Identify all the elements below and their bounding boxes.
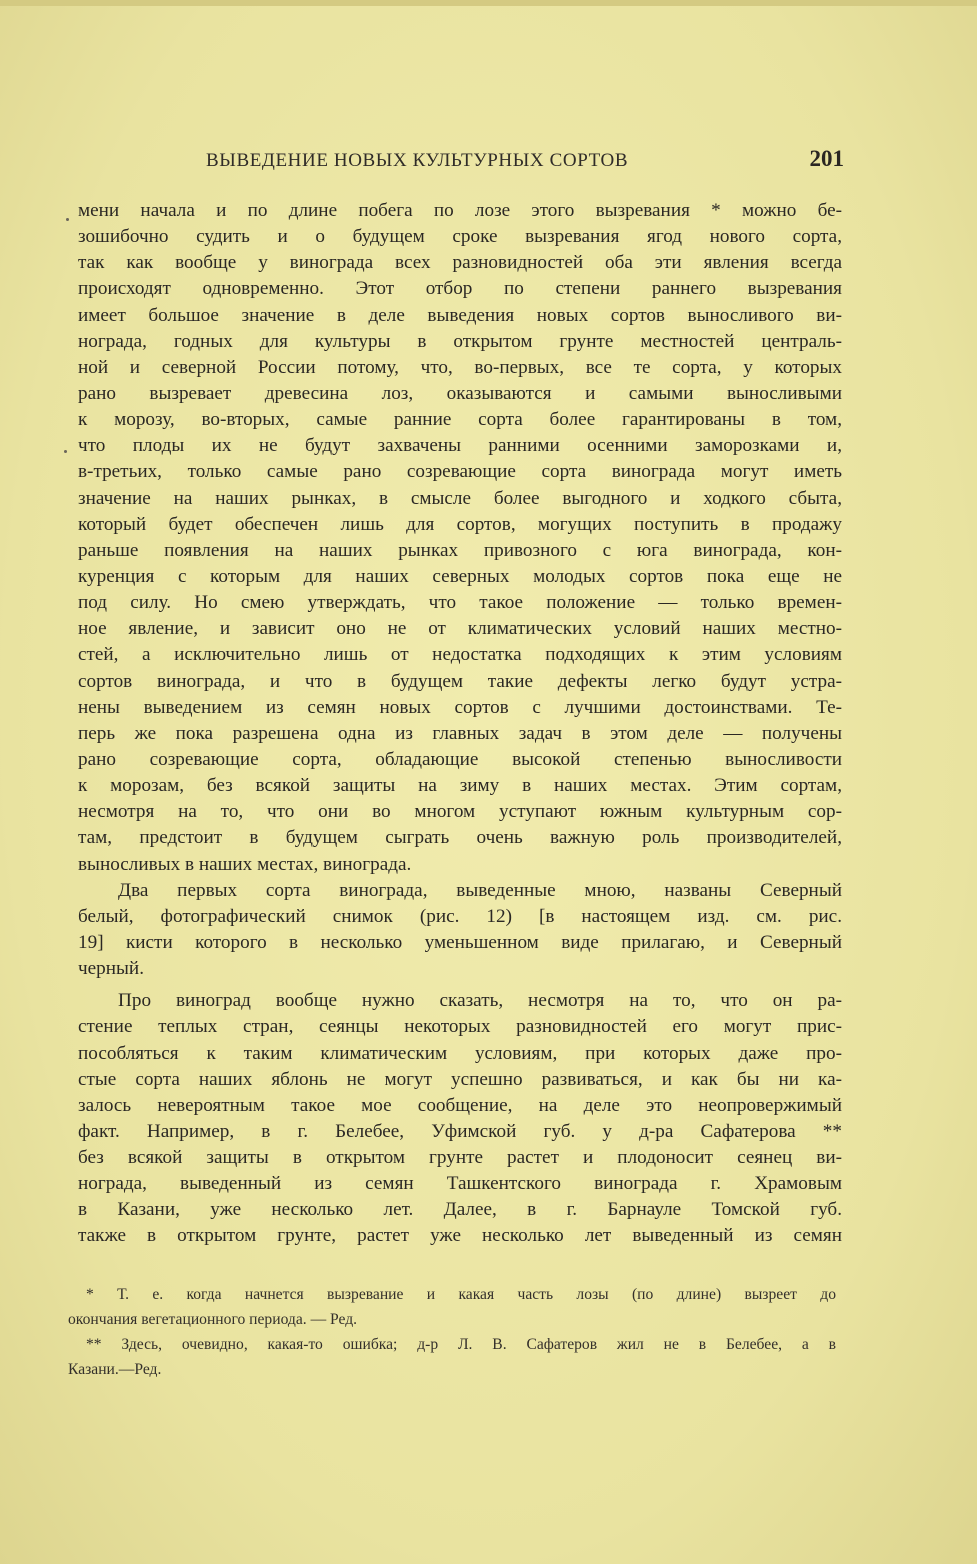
footnote-2 [68, 1332, 836, 1382]
footnote-line: окончания вегетационного периода. — Ред. [68, 1311, 358, 1328]
paragraph-1 [78, 198, 842, 878]
text-line: нограда, выведенный из семян Ташкентского винограда г. Храмовым [78, 1173, 842, 1195]
text-line: стей, а исключительно лишь от недостатка подходящих к этим условиям [78, 644, 842, 666]
text-line: рано вызревает древесина лоз, оказываются и самыми выносливыми [78, 382, 842, 404]
running-title: ВЫВЕДЕНИЕ НОВЫХ КУЛЬТУРНЫХ СОРТОВ [206, 150, 629, 171]
text-line: ное явление, и зависит оно не от климатических условий наших местно- [78, 618, 842, 640]
text-line: белый, фотографический снимок (рис. 12) [в настоящем изд. см. рис. [78, 905, 842, 927]
page-top-edge [0, 0, 977, 6]
text-line: к морозам, без всякой защиты на зиму в наших местах. Этим сортам, [78, 775, 842, 797]
text-line: стые сорта наших яблонь не могут успешно развиваться, и как бы ни ка- [78, 1068, 842, 1090]
text-line: также в открытом грунте, растет уже несколько лет выведенный из семян [78, 1225, 842, 1247]
text-line: нограда, годных для культуры в открытом грунте местностей централь- [78, 330, 842, 352]
page-header [78, 146, 846, 176]
footnote-line: * Т. е. когда начнется вызревание и какая часть лозы (по длине) вызреет до [86, 1286, 836, 1303]
text-line: к морозу, во-вторых, самые ранние сорта более гарантированы в том, [78, 409, 842, 431]
footnote-1 [68, 1282, 836, 1332]
footnote-line: ** Здесь, очевидно, какая-то ошибка; д-р Л. В. Сафатеров жил не в Белебее, а в [86, 1336, 836, 1353]
text-line: пособляться к таким климатическим условиям, при которых даже про- [78, 1042, 842, 1064]
page-number: 201 [809, 146, 844, 171]
text-line: черный. [78, 958, 144, 980]
text-line: происходят одновременно. Этот отбор по степени раннего вызревания [78, 278, 842, 300]
text-line: куренция с которым для наших северных молодых сортов пока еще не [78, 565, 842, 587]
text-line: сортов винограда, и что в будущем такие дефекты легко будут устра- [78, 670, 842, 692]
text-line: значение на наших рынках, в смысле более выгодного и ходкого сбыта, [78, 487, 842, 509]
text-line: несмотря на то, что они во многом уступают южным культурным сор- [78, 801, 842, 823]
text-line: раньше появления на наших рынках привозного с юга винограда, кон- [78, 539, 842, 561]
text-line: нены выведением из семян новых сортов с лучшими достоинствами. Те- [78, 696, 842, 718]
text-line: в-третьих, только самые рано созревающие сорта винограда могут иметь [78, 461, 842, 483]
margin-speck [66, 218, 69, 221]
text-line: без всякой защиты в открытом грунте растет и плодоносит сеянец ви- [78, 1147, 842, 1169]
text-line: который будет обеспечен лишь для сортов, могущих поступить в продажу [78, 513, 842, 535]
text-line: залось невероятным такое мое сообщение, на деле это неопровержимый [78, 1094, 842, 1116]
text-line: выносливых в наших местах, винограда. [78, 853, 412, 875]
text-line: факт. Например, в г. Белебее, Уфимской губ. у д-ра Сафатерова ** [78, 1120, 842, 1142]
paragraph-2 [78, 878, 842, 983]
text-line: зошибочно судить и о будущем сроке вызревания ягод нового сорта, [78, 226, 842, 248]
text-line: мени начала и по длине побега по лозе этого вызревания * можно бе- [78, 200, 842, 221]
text-line: Про виноград вообще нужно сказать, несмотря на то, что он ра- [118, 990, 842, 1012]
text-line: что плоды их не будут захвачены ранними осенними заморозками и, [78, 435, 842, 457]
text-line: стение теплых стран, сеянцы некоторых разновидностей его могут прис- [78, 1016, 842, 1038]
footnotes [68, 1282, 836, 1382]
text-line: рано созревающие сорта, обладающие высокой степенью выносливости [78, 748, 842, 770]
text-line: 19] кисти которого в несколько уменьшенном виде прилагаю, и Северный [78, 931, 842, 953]
footnote-line: Казани.—Ред. [68, 1361, 162, 1378]
paragraph-3 [78, 988, 842, 1249]
body-text [78, 198, 842, 1250]
margin-speck [64, 450, 67, 453]
text-line: имеет большое значение в деле выведения новых сортов выносливого ви- [78, 304, 842, 326]
text-line: там, предстоит в будущем сыграть очень важную роль производителей, [78, 827, 842, 849]
text-line: Два первых сорта винограда, выведенные мною, названы Северный [118, 879, 842, 901]
text-line: ной и северной России потому, что, во-первых, все те сорта, у которых [78, 356, 842, 378]
text-line: перь же пока разрешена одна из главных задач в этом деле — получены [78, 722, 842, 744]
text-line: так как вообще у винограда всех разновидностей оба эти явления всегда [78, 252, 842, 274]
text-line: в Казани, уже несколько лет. Далее, в г. Барнауле Томской губ. [78, 1199, 842, 1221]
text-line: под силу. Но смею утверждать, что такое положение — только времен- [78, 592, 842, 614]
